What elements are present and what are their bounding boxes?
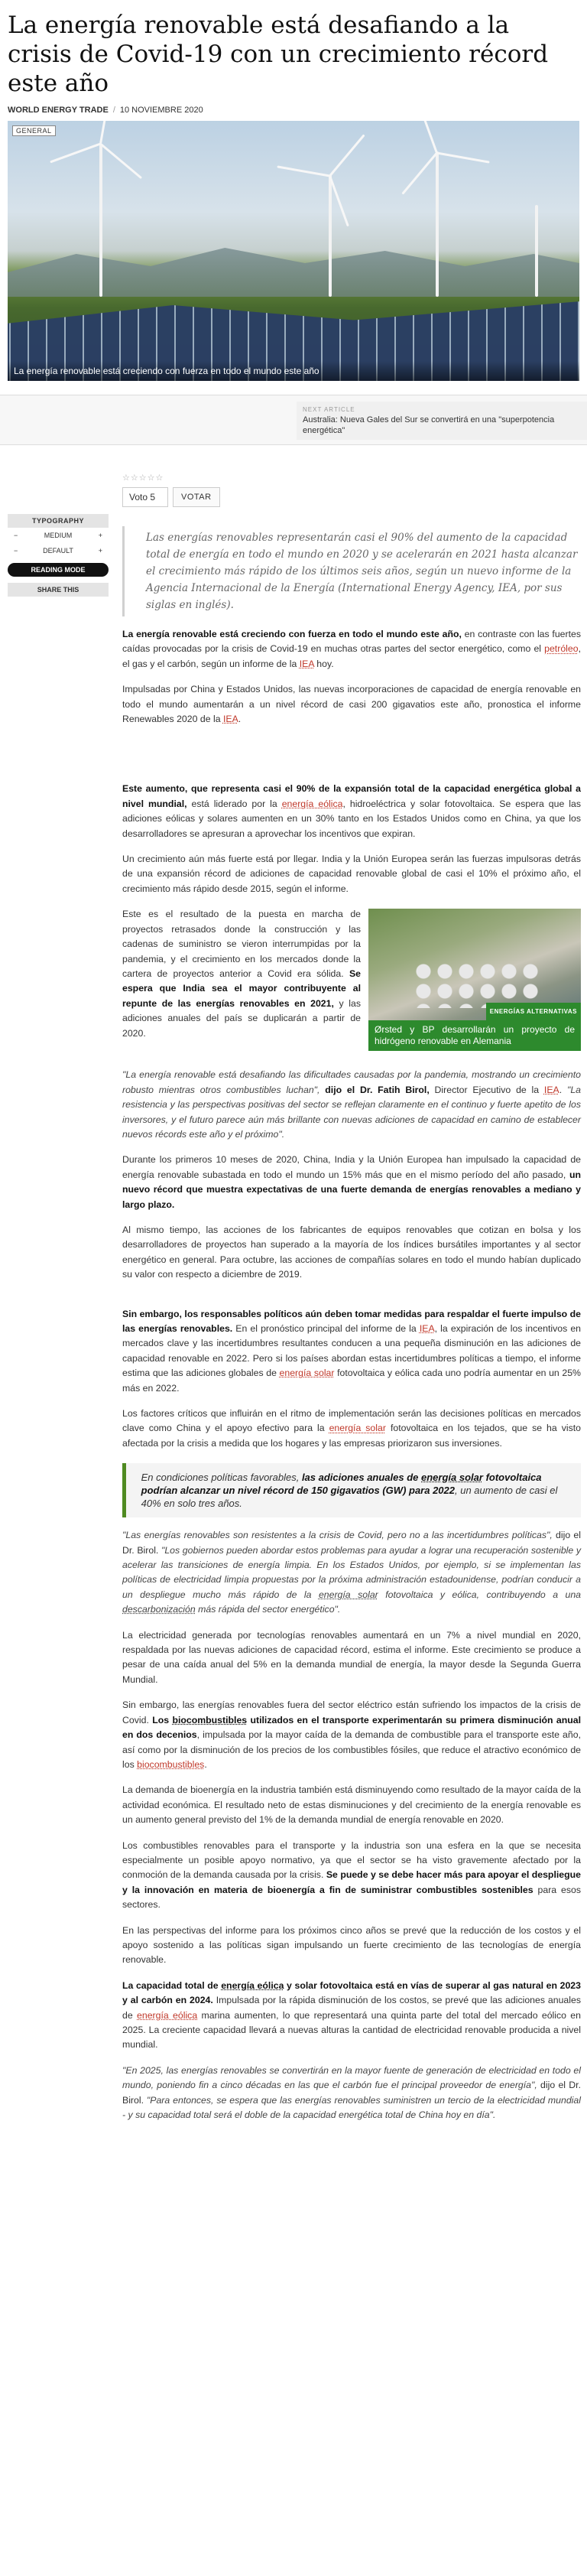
share-button[interactable]: SHARE THIS <box>8 583 109 597</box>
link-descarbonizacion[interactable]: descarbonización <box>122 1604 196 1615</box>
next-article-link[interactable] <box>297 402 587 440</box>
link-biocombustibles[interactable]: biocombustibles <box>137 1758 205 1770</box>
related-article-card[interactable] <box>368 909 581 1051</box>
figure-image <box>414 962 544 1008</box>
link-iea[interactable]: IEA <box>543 1084 559 1095</box>
link-energia-solar[interactable]: energía solar <box>421 1472 483 1484</box>
link-energia-eolica[interactable]: energía eólica <box>281 798 343 809</box>
publish-date: 10 NOVIEMBRE 2020 <box>119 106 203 115</box>
font-family-label: DEFAULT <box>43 547 73 555</box>
paragraph: La demanda de bioenergía en la industria también está disminuyendo como resultado de la mayor caída de la actividad económica. El resultado neto de estas disminuciones y del crecimiento de la energía renovable es un aumento general previsto del 1% de la demanda mundial de energía renovable en 2020. <box>122 1784 581 1826</box>
paragraph: Sin embargo, las energías renovables fuera del sector eléctrico están sufriendo los impactos de la crisis de Covid. Los biocombustibles utilizados en el transporte experimentarán su primera disminución anual en dos decenios, impulsada por la mayor caída de la demanda de combustible para el transporte este año, así como por la disminución de los precios de los combustibles fósiles, que reduce el atractivo económico de los biocombustibles. <box>122 1699 582 1770</box>
next-article-title[interactable]: Australia: Nueva Gales del Sur se convertirá en una "superpotencia energética" <box>303 415 555 435</box>
paragraph: Durante los primeros 10 meses de 2020, China, India y la Unión Europea han impulsado la capacidad de energía renovable subastada en todo el mundo un 15% más que en el mismo período del año pasado, un nuevo récord que muestra expectativas de una fuerte demanda de energías renovables a mediano y largo plazo. <box>122 1154 581 1210</box>
paragraph: Los factores críticos que influirán en el ritmo de implementación serán las decisiones políticas en mercados clave como China y el apoyo efectivo para la energía solar fotovoltaica en los tejados, que se ha visto afectada por la crisis a medida que los hogares y las empresas priorizaron sus inversiones. <box>122 1408 581 1449</box>
paragraph: "En 2025, las energías renovables se convertirán en la mayor fuente de generación de electricidad en todo el mundo, poniendo fin a cinco décadas en las que el carbón fue el principal proveedor de energía", dijo el Dr. Birol. "Para entonces, se espera que las energías renovables suministren un tercio de la electricidad mundial - y su capacidad total será el doble de la capacidad energética total de China hoy en día". <box>122 2064 581 2121</box>
link-biocombustibles[interactable]: biocombustibles <box>172 1714 248 1725</box>
next-font-button[interactable]: + <box>98 547 102 555</box>
lead-paragraph: Las energías renovables representarán casi el 90% del aumento de la capacidad total de energía en todo el mundo en 2020 y se acelerarán en 2021 hasta alcanzar el crecimiento más rápido de los últimos seis años, según un nuevo informe de la Agencia Internacional de la Energía (International Energy Agency, IEA, por sus siglas en inglés). <box>122 526 581 616</box>
wind-turbine <box>535 205 538 297</box>
link-petroleo[interactable]: petróleo <box>544 643 579 655</box>
reading-mode-button[interactable]: READING MODE <box>8 563 109 577</box>
turbine-blade <box>417 121 438 154</box>
article-title: La energía renovable está desafiando a la crisis de Covid-19 con un crecimiento récord este año <box>8 11 549 97</box>
turbine-blade <box>329 134 365 177</box>
paragraph: La electricidad generada por tecnologías renovables aumentará en un 7% a nivel mundial en 2020, respaldada por las nuevas adiciones de capacidad récord, estima el informe. Este crecimiento se produce a pesar de una caída anual del 5% en la demanda mundial de energía, la mayor desde la Segunda Guerra Mundial. <box>122 1629 581 1685</box>
quote-text: En condiciones políticas favorables, las adiciones anuales de energía solar fotovoltaica podrían alcanzar un nivel récord de 150 gigavatios (GW) para 2022, un aumento de casi el 40% en solo tres años. <box>141 1472 558 1510</box>
link-iea[interactable]: IEA <box>419 1322 435 1334</box>
link-iea[interactable]: IEA <box>222 714 238 725</box>
font-size-control <box>8 528 109 543</box>
rating-stars[interactable]: ☆☆☆☆☆ <box>122 473 164 483</box>
hero-image <box>8 121 579 381</box>
turbine-blade <box>329 175 349 226</box>
paragraph: Al mismo tiempo, las acciones de los fabricantes de equipos renovables que cotizan en bolsa y los desarrolladores de proyectos han superado a la mayoría de los índices bursátiles importantes y al sector energético en general. Para octubre, las acciones de compañías solares en todo el mundo habían duplicado su valor con respecto a diciembre de 2019. <box>122 1224 581 1280</box>
turbine-blade <box>50 143 101 164</box>
paragraph: Este aumento, que representa casi el 90% de la expansión total de la capacidad energética global a nivel mundial, está liderado por la energía eólica, hidroeléctrica y solar fotovoltaica. Se espera que las adiciones eólicas y solares aumenten en un 30% tanto en los Estados Unidos como en China, ya que los desarrolladores se apresuran a aprovechar los incentivos que expiran. <box>122 783 581 839</box>
wind-turbine <box>436 151 439 297</box>
next-article-label: NEXT ARTICLE <box>303 406 355 413</box>
paragraph-with-figure: ENERGÍAS ALTERNATIVAS Ørsted y BP desarrollarán un proyecto de hidrógeno renovable en Alemania Este es el resultado de la puesta en marcha de proyectos retrasados donde la construcción y las cadenas de suministro se vieron interrumpidas por la pandemia, y el crecimiento en los mercados donde la cartera de proyectos anterior a Covid era sólida. Se espera que India sea el mayor contribuyente al repunte de las energías renovables en 2021, y las adiciones anuales del país se duplicarán a partir de 2020. <box>122 907 581 1057</box>
byline: WORLD ENERGY TRADE / 10 NOVIEMBRE 2020 <box>8 106 203 115</box>
rating-widget <box>122 473 220 507</box>
link-energia-solar[interactable]: energía solar <box>279 1368 335 1379</box>
reading-toolbar <box>8 514 109 597</box>
paragraph: Los combustibles renovables para el transporte y la industria son una esfera en la que se necesita especialmente un posible apoyo normativo, ya que el sector se ha visto gravemente afectado por la conmoción de la demanda causada por la crisis. Se puede y se debe hacer más para apoyar el despliegue y la innovación en materia de bioenergía a fin de suministrar combustibles sostenibles para esos sectores. <box>122 1839 582 1911</box>
previous-font-button[interactable]: − <box>14 547 18 555</box>
article-body <box>122 526 581 2122</box>
paragraph: Sin embargo, los responsables políticos aún deben tomar medidas para respaldar el fuerte impulso de las energías renovables. En el pronóstico principal del informe de la IEA, la expiración de los incentivos en mercados clave y las incertidumbres resultantes conducen a una pequeña disminución en las adiciones de capacidad renovable en 2022. Pero si los países abordan estas incertidumbres políticas a tiempo, el informe estima que las adiciones globales de energía solar fotovoltaica y eólica cada uno podría aumentar en un 25% más en 2022. <box>122 1308 581 1394</box>
paragraph: "Las energías renovables son resistentes a la crisis de Covid, pero no a las incertidumbres políticas", dijo el Dr. Birol. "Los gobiernos pueden abordar estos problemas para ayudar a lograr una recuperación sostenible y acelerar las transiciones de energía limpia. En los Estados Unidos, por ejemplo, si se implementan las políticas de electricidad limpia propuestas por la próxima administración estadounidense, podrían conducir a un despliegue mucho más rápido de la energía solar fotovoltaica y eólica, contribuyendo a una descarbonización más rápida del sector energético". <box>122 1530 582 1615</box>
decrease-size-button[interactable]: − <box>14 532 18 539</box>
link-energia-eolica[interactable]: energía eólica <box>221 1979 284 1991</box>
figure-caption[interactable]: Ørsted y BP desarrollarán un proyecto de hidrógeno renovable en Alemania <box>368 1020 581 1051</box>
hero-mountains <box>8 236 579 297</box>
turbine-blade <box>401 152 437 195</box>
source-link[interactable]: WORLD ENERGY TRADE <box>8 106 109 115</box>
turbine-blade <box>436 152 489 164</box>
article-navigation <box>0 395 587 445</box>
font-size-label: MEDIUM <box>44 532 73 539</box>
increase-size-button[interactable]: + <box>98 532 102 539</box>
category-badge[interactable]: GENERAL <box>12 125 56 136</box>
font-family-control <box>8 543 109 558</box>
hero-caption: La energía renovable está creciendo con fuerza en todo el mundo este año <box>8 361 579 381</box>
turbine-blade <box>277 165 329 177</box>
turbine-blade <box>99 121 111 144</box>
paragraph: Un crecimiento aún más fuerte está por llegar. India y la Unión Europea serán las fuerzas impulsoras detrás de una expansión récord de adiciones de capacidad renovable global de casi el 10% el próximo año, el crecimiento más rápido desde 2015, según el informe. <box>122 854 581 894</box>
paragraph: Impulsadas por China y Estados Unidos, las nuevas incorporaciones de capacidad de energía renovable en todo el mundo aumentarán a un nivel récord de casi 200 gigavatios este año, pronostica el informe Renewables 2020 de la IEA. <box>122 684 581 725</box>
link-iea[interactable]: IEA <box>299 658 314 669</box>
link-energia-eolica[interactable]: energía eólica <box>137 2009 198 2021</box>
wind-turbine <box>329 174 332 297</box>
paragraph: La capacidad total de energía eólica y solar fotovoltaica está en vías de superar al gas natural en 2023 y al carbón en 2024. Impulsada por la rápida disminución de los costos, se prevé que las adiciones anuales de energía eólica marina aumenten, lo que representará una quinta parte del total del mercado eólico en 2025. La creciente capacidad llevará a nuevas alturas la cantidad de electricidad renovable producida a nivel mundial. <box>122 1979 581 2051</box>
wind-turbine <box>99 144 102 297</box>
vote-button[interactable]: VOTAR <box>173 487 220 507</box>
typography-heading: TYPOGRAPHY <box>8 514 109 528</box>
paragraph: "La energía renovable está desafiando las dificultades causadas por la pandemia, mostrando un crecimiento robusto mientras otros combustibles luchan", dijo el Dr. Fatih Birol, Director Ejecutivo de la IEA. "La resistencia y las perspectivas positivas del sector se reflejan claramente en el continuo y fuerte apetito de los inversores, y el futuro parece aún más brillante con nuevas adiciones de capacidad en camino de establecer nuevos récords este año y el próximo". <box>122 1069 581 1140</box>
figure-category-tag[interactable]: ENERGÍAS ALTERNATIVAS <box>486 1003 581 1020</box>
paragraph: En las perspectivas del informe para los próximos cinco años se prevé que la reducción de los costos y el apoyo sostenido a las políticas sigan impulsando un fuerte crecimiento de las tecnologías de energía renovable. <box>122 1924 581 1966</box>
paragraph: La energía renovable está creciendo con fuerza en todo el mundo este año, en contraste con las fuertes caídas provocadas por la crisis de Covid-19 en muchas otras partes del sector energético, como el petróleo, el gas y el carbón, según un informe de la IEA hoy. <box>122 629 582 669</box>
vote-select[interactable]: Voto 5 <box>122 487 168 507</box>
turbine-blade <box>100 143 143 179</box>
link-energia-solar[interactable]: energía solar <box>329 1423 386 1434</box>
pull-quote <box>122 1463 581 1517</box>
link-energia-solar[interactable]: energía solar <box>318 1589 378 1600</box>
